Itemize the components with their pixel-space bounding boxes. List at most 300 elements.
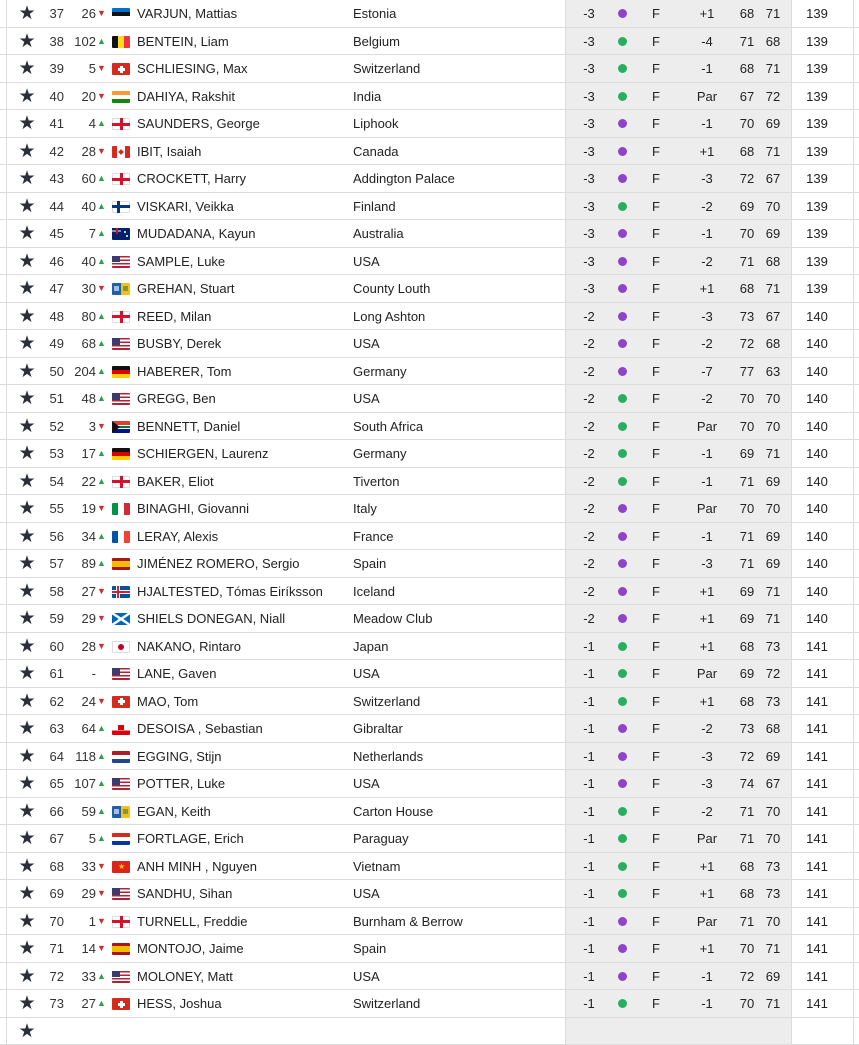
column-divider — [791, 385, 792, 412]
player-country: USA — [353, 248, 380, 275]
star-icon[interactable]: ★ — [16, 468, 38, 495]
leaderboard-row[interactable] — [0, 0, 859, 28]
flag-spain-icon — [112, 558, 130, 570]
total-strokes: 139 — [793, 110, 841, 137]
leaderboard-row[interactable] — [0, 963, 859, 991]
round-1-score: 70 — [731, 495, 763, 522]
column-divider — [853, 633, 854, 660]
player-name[interactable]: SAMPLE, Luke — [137, 248, 225, 275]
leaderboard-row[interactable] — [0, 138, 859, 166]
position: 50 — [40, 358, 64, 385]
leaderboard-row[interactable] — [0, 825, 859, 853]
star-icon[interactable]: ★ — [16, 523, 38, 550]
leaderboard-row[interactable] — [0, 358, 859, 386]
player-name[interactable]: EGAN, Keith — [137, 798, 211, 825]
player-country: Germany — [353, 440, 406, 467]
star-icon[interactable]: ★ — [16, 495, 38, 522]
column-divider — [791, 83, 792, 110]
round-2-score: 71 — [757, 440, 789, 467]
thru-holes: F — [646, 358, 666, 385]
to-par-score: -3 — [565, 28, 613, 55]
arrow-down-icon: ▼ — [97, 83, 107, 110]
player-name[interactable]: HESS, Joshua — [137, 990, 222, 1017]
player-name[interactable]: POTTER, Luke — [137, 770, 225, 797]
to-par-score: -3 — [565, 275, 613, 302]
status-dot-icon — [618, 339, 627, 348]
round-2-score: 69 — [757, 468, 789, 495]
round-2-score: 68 — [757, 248, 789, 275]
leaderboard-row[interactable] — [0, 633, 859, 661]
status-dot-icon — [618, 422, 627, 431]
today-score: Par — [688, 825, 726, 852]
today-score: +1 — [688, 578, 726, 605]
leaderboard-row[interactable] — [0, 193, 859, 221]
player-name[interactable]: BAKER, Eliot — [137, 468, 214, 495]
leaderboard-row[interactable] — [0, 605, 859, 633]
column-divider — [853, 523, 854, 550]
status-dot-icon — [618, 92, 627, 101]
round-1-score: 68 — [731, 0, 763, 27]
today-score: +1 — [688, 633, 726, 660]
total-strokes: 141 — [793, 743, 841, 770]
arrow-up-icon: ▲ — [97, 523, 107, 550]
leaderboard-row[interactable] — [0, 770, 859, 798]
to-par-score: -1 — [565, 688, 613, 715]
round-2-score: 71 — [757, 55, 789, 82]
round-1-score: 68 — [731, 55, 763, 82]
position: 62 — [40, 688, 64, 715]
leaderboard-row[interactable] — [0, 715, 859, 743]
star-icon[interactable]: ★ — [16, 550, 38, 577]
star-icon[interactable]: ★ — [16, 220, 38, 247]
round-1-score: 72 — [731, 330, 763, 357]
column-divider — [6, 248, 7, 275]
arrow-down-icon: ▼ — [97, 413, 107, 440]
leaderboard-row[interactable] — [0, 798, 859, 826]
player-country: Italy — [353, 495, 377, 522]
leaderboard-row[interactable] — [0, 110, 859, 138]
leaderboard-row[interactable] — [0, 385, 859, 413]
leaderboard-row[interactable] — [0, 303, 859, 331]
player-name[interactable]: ANH MINH , Nguyen — [137, 853, 257, 880]
round-1-score: 71 — [731, 550, 763, 577]
status-dot-icon — [618, 724, 627, 733]
position: 65 — [40, 770, 64, 797]
leaderboard-row[interactable] — [0, 28, 859, 56]
total-strokes: 141 — [793, 660, 841, 687]
arrow-up-icon: ▲ — [97, 963, 107, 990]
star-icon[interactable]: ★ — [16, 0, 38, 27]
round-1-score: 69 — [731, 193, 763, 220]
arrow-down-icon: ▼ — [97, 275, 107, 302]
thru-holes: F — [646, 0, 666, 27]
star-icon[interactable]: ★ — [16, 193, 38, 220]
column-divider — [853, 110, 854, 137]
star-icon[interactable]: ★ — [16, 1018, 38, 1045]
player-name[interactable]: SHIELS DONEGAN, Niall — [137, 605, 285, 632]
total-strokes: 140 — [793, 358, 841, 385]
column-divider — [853, 413, 854, 440]
column-divider — [791, 440, 792, 467]
position-movement: 33 — [64, 853, 96, 880]
player-country: USA — [353, 880, 380, 907]
column-divider — [791, 715, 792, 742]
round-1-score: 71 — [731, 248, 763, 275]
column-divider — [6, 468, 7, 495]
position-movement: 29 — [64, 605, 96, 632]
column-divider — [6, 688, 7, 715]
star-icon[interactable]: ★ — [16, 908, 38, 935]
column-divider — [791, 605, 792, 632]
leaderboard-row[interactable] — [0, 413, 859, 441]
thru-holes: F — [646, 83, 666, 110]
position-movement: 5 — [64, 55, 96, 82]
total-strokes: 140 — [793, 550, 841, 577]
today-score: +1 — [688, 275, 726, 302]
position: 42 — [40, 138, 64, 165]
column-divider — [6, 28, 7, 55]
player-name[interactable]: SCHLIESING, Max — [137, 55, 248, 82]
arrow-up-icon: ▲ — [97, 550, 107, 577]
column-divider — [791, 248, 792, 275]
player-name[interactable]: BINAGHI, Giovanni — [137, 495, 249, 522]
column-divider — [6, 55, 7, 82]
leaderboard-row[interactable] — [0, 990, 859, 1018]
today-score: -3 — [688, 550, 726, 577]
player-name[interactable]: MAO, Tom — [137, 688, 198, 715]
position: 53 — [40, 440, 64, 467]
star-icon[interactable]: ★ — [16, 358, 38, 385]
arrow-up-icon: ▲ — [97, 110, 107, 137]
star-icon[interactable]: ★ — [16, 165, 38, 192]
player-name[interactable]: LANE, Gaven — [137, 660, 217, 687]
star-icon[interactable]: ★ — [16, 825, 38, 852]
player-name[interactable]: SAUNDERS, George — [137, 110, 260, 137]
player-name[interactable]: NAKANO, Rintaro — [137, 633, 241, 660]
column-divider — [6, 523, 7, 550]
star-icon[interactable]: ★ — [16, 248, 38, 275]
flag-germany-icon — [112, 448, 130, 460]
position-movement: 20 — [64, 83, 96, 110]
column-divider — [791, 880, 792, 907]
player-name[interactable]: BENTEIN, Liam — [137, 28, 229, 55]
star-icon[interactable]: ★ — [16, 413, 38, 440]
leaderboard-row[interactable] — [0, 743, 859, 771]
total-strokes: 141 — [793, 963, 841, 990]
to-par-score: -3 — [565, 220, 613, 247]
position-movement: 48 — [64, 385, 96, 412]
player-name[interactable]: JIMÉNEZ ROMERO, Sergio — [137, 550, 300, 577]
leaderboard-row[interactable] — [0, 248, 859, 276]
player-name[interactable]: IBIT, Isaiah — [137, 138, 201, 165]
player-name[interactable]: EGGING, Stijn — [137, 743, 222, 770]
round-1-score: 73 — [731, 715, 763, 742]
player-name[interactable]: MONTOJO, Jaime — [137, 935, 244, 962]
round-1-score: 71 — [731, 908, 763, 935]
leaderboard-row[interactable] — [0, 550, 859, 578]
star-icon[interactable]: ★ — [16, 798, 38, 825]
flag-france-icon — [112, 531, 130, 543]
leaderboard-row[interactable] — [0, 880, 859, 908]
leaderboard-row[interactable] — [0, 55, 859, 83]
to-par-score: -2 — [565, 578, 613, 605]
player-country: USA — [353, 385, 380, 412]
star-icon[interactable]: ★ — [16, 138, 38, 165]
flag-england-icon — [112, 311, 130, 323]
leaderboard-row[interactable] — [0, 578, 859, 606]
total-strokes: 141 — [793, 908, 841, 935]
leaderboard-row[interactable] — [0, 908, 859, 936]
round-1-score: 71 — [731, 523, 763, 550]
player-name[interactable]: LERAY, Alexis — [137, 523, 218, 550]
column-divider — [791, 550, 792, 577]
player-name[interactable]: GREHAN, Stuart — [137, 275, 235, 302]
column-divider — [853, 440, 854, 467]
column-divider — [6, 330, 7, 357]
star-icon[interactable]: ★ — [16, 880, 38, 907]
arrow-down-icon: ▼ — [97, 55, 107, 82]
column-divider — [791, 743, 792, 770]
to-par-score: -2 — [565, 495, 613, 522]
today-score: -3 — [688, 165, 726, 192]
total-strokes: 140 — [793, 330, 841, 357]
total-strokes: 139 — [793, 55, 841, 82]
star-icon[interactable]: ★ — [16, 330, 38, 357]
column-divider — [6, 275, 7, 302]
star-icon[interactable]: ★ — [16, 28, 38, 55]
status-dot-icon — [618, 119, 627, 128]
status-dot-icon — [618, 642, 627, 651]
total-strokes: 141 — [793, 935, 841, 962]
round-1-score: 70 — [731, 385, 763, 412]
position-movement: 30 — [64, 275, 96, 302]
status-dot-icon — [618, 834, 627, 843]
player-name[interactable]: MOLONEY, Matt — [137, 963, 233, 990]
arrow-down-icon: ▼ — [97, 495, 107, 522]
flag-usa-icon — [112, 256, 130, 268]
thru-holes: F — [646, 138, 666, 165]
player-name[interactable]: MUDADANA, Kayun — [137, 220, 255, 247]
player-name[interactable]: DAHIYA, Rakshit — [137, 83, 235, 110]
total-strokes: 139 — [793, 83, 841, 110]
today-score: -1 — [688, 990, 726, 1017]
player-name[interactable]: VARJUN, Mattias — [137, 0, 237, 27]
round-1-score: 77 — [731, 358, 763, 385]
column-divider — [6, 110, 7, 137]
star-icon[interactable]: ★ — [16, 853, 38, 880]
thru-holes: F — [646, 770, 666, 797]
to-par-score: -2 — [565, 358, 613, 385]
status-dot-icon — [618, 9, 627, 18]
total-strokes: 141 — [793, 715, 841, 742]
star-icon[interactable]: ★ — [16, 303, 38, 330]
column-divider — [6, 83, 7, 110]
today-score: -2 — [688, 715, 726, 742]
star-icon[interactable]: ★ — [16, 660, 38, 687]
status-dot-icon — [618, 394, 627, 403]
today-score: Par — [688, 83, 726, 110]
round-1-score: 73 — [731, 303, 763, 330]
star-icon[interactable]: ★ — [16, 935, 38, 962]
player-name[interactable]: BENNETT, Daniel — [137, 413, 240, 440]
position: 48 — [40, 303, 64, 330]
leaderboard-row[interactable] — [0, 468, 859, 496]
star-icon[interactable]: ★ — [16, 275, 38, 302]
star-icon[interactable]: ★ — [16, 990, 38, 1017]
round-2-score: 71 — [757, 275, 789, 302]
round-2-score: 63 — [757, 358, 789, 385]
player-name[interactable]: SCHIERGEN, Laurenz — [137, 440, 269, 467]
player-country: Australia — [353, 220, 404, 247]
total-strokes: 140 — [793, 523, 841, 550]
leaderboard-row[interactable] — [0, 688, 859, 716]
star-icon[interactable]: ★ — [16, 440, 38, 467]
player-name[interactable]: REED, Milan — [137, 303, 211, 330]
player-name[interactable]: BUSBY, Derek — [137, 330, 221, 357]
round-2-score: 73 — [757, 688, 789, 715]
status-dot-icon — [618, 64, 627, 73]
position-movement: 204 — [64, 358, 96, 385]
status-dot-icon — [618, 889, 627, 898]
arrow-up-icon: ▲ — [97, 165, 107, 192]
player-name[interactable]: CROCKETT, Harry — [137, 165, 246, 192]
status-dot-icon — [618, 669, 627, 678]
player-name[interactable]: DESOISA , Sebastian — [137, 715, 263, 742]
position: 51 — [40, 385, 64, 412]
player-country: Canada — [353, 138, 399, 165]
player-country: France — [353, 523, 393, 550]
round-1-score: 70 — [731, 990, 763, 1017]
today-score: -4 — [688, 28, 726, 55]
arrow-up-icon: ▲ — [97, 440, 107, 467]
round-2-score: 69 — [757, 743, 789, 770]
today-score: +1 — [688, 0, 726, 27]
position-movement: 64 — [64, 715, 96, 742]
flag-germany-icon — [112, 366, 130, 378]
thru-holes: F — [646, 963, 666, 990]
today-score: +1 — [688, 935, 726, 962]
star-icon[interactable]: ★ — [16, 743, 38, 770]
column-divider — [853, 853, 854, 880]
player-name[interactable]: HJALTESTED, Tómas Eiríksson — [137, 578, 323, 605]
player-country: Spain — [353, 550, 386, 577]
leaderboard-row[interactable] — [0, 1018, 859, 1045]
round-2-score: 71 — [757, 138, 789, 165]
total-strokes: 140 — [793, 468, 841, 495]
star-icon[interactable]: ★ — [16, 83, 38, 110]
flag-paraguay-icon — [112, 833, 130, 845]
star-icon[interactable]: ★ — [16, 633, 38, 660]
to-par-score: -1 — [565, 990, 613, 1017]
column-divider — [6, 715, 7, 742]
round-2-score: 70 — [757, 385, 789, 412]
arrow-up-icon: ▲ — [97, 743, 107, 770]
status-dot-icon — [618, 312, 627, 321]
column-divider — [853, 28, 854, 55]
leaderboard-row[interactable] — [0, 220, 859, 248]
column-divider — [6, 165, 7, 192]
position: 60 — [40, 633, 64, 660]
column-divider — [6, 633, 7, 660]
status-dot-icon — [618, 779, 627, 788]
column-divider — [791, 798, 792, 825]
column-divider — [853, 330, 854, 357]
position-movement: 118 — [64, 743, 96, 770]
column-divider — [791, 330, 792, 357]
leaderboard-row[interactable] — [0, 83, 859, 111]
leaderboard-row[interactable] — [0, 165, 859, 193]
thru-holes: F — [646, 715, 666, 742]
thru-holes: F — [646, 908, 666, 935]
star-icon[interactable]: ★ — [16, 578, 38, 605]
player-name[interactable]: HABERER, Tom — [137, 358, 231, 385]
total-strokes: 140 — [793, 303, 841, 330]
star-icon[interactable]: ★ — [16, 715, 38, 742]
leaderboard-row[interactable] — [0, 523, 859, 551]
column-divider — [6, 1018, 7, 1045]
total-strokes: 141 — [793, 798, 841, 825]
star-icon[interactable]: ★ — [16, 770, 38, 797]
round-1-score: 70 — [731, 935, 763, 962]
arrow-down-icon: ▼ — [97, 138, 107, 165]
player-country: Paraguay — [353, 825, 409, 852]
star-icon[interactable]: ★ — [16, 55, 38, 82]
position: 70 — [40, 908, 64, 935]
total-strokes: 140 — [793, 495, 841, 522]
leaderboard-row[interactable] — [0, 440, 859, 468]
player-name[interactable]: FORTLAGE, Erich — [137, 825, 244, 852]
today-score: +1 — [688, 853, 726, 880]
today-score: -3 — [688, 303, 726, 330]
status-dot-icon — [618, 807, 627, 816]
flag-netherlands-icon — [112, 751, 130, 763]
arrow-up-icon: ▲ — [97, 770, 107, 797]
column-divider — [791, 275, 792, 302]
player-name[interactable]: SANDHU, Sihan — [137, 880, 232, 907]
flag-canada-icon — [112, 146, 130, 158]
position: 57 — [40, 550, 64, 577]
leaderboard-row[interactable] — [0, 330, 859, 358]
player-name[interactable]: VISKARI, Veikka — [137, 193, 234, 220]
status-dot-icon — [618, 862, 627, 871]
leaderboard-row[interactable] — [0, 935, 859, 963]
leaderboard-row[interactable] — [0, 853, 859, 881]
player-country: Liphook — [353, 110, 399, 137]
position-movement: 59 — [64, 798, 96, 825]
star-icon[interactable]: ★ — [16, 605, 38, 632]
star-icon[interactable]: ★ — [16, 688, 38, 715]
star-icon[interactable]: ★ — [16, 385, 38, 412]
position: 41 — [40, 110, 64, 137]
leaderboard-row[interactable] — [0, 660, 859, 688]
star-icon[interactable]: ★ — [16, 963, 38, 990]
column-divider — [853, 1018, 854, 1045]
position-movement: 7 — [64, 220, 96, 247]
player-name[interactable]: GREGG, Ben — [137, 385, 216, 412]
thru-holes: F — [646, 880, 666, 907]
round-2-score: 71 — [757, 990, 789, 1017]
round-1-score: 69 — [731, 605, 763, 632]
player-country: Switzerland — [353, 55, 420, 82]
player-name[interactable]: TURNELL, Freddie — [137, 908, 248, 935]
star-icon[interactable]: ★ — [16, 110, 38, 137]
leaderboard-row[interactable] — [0, 275, 859, 303]
position: 69 — [40, 880, 64, 907]
column-divider — [791, 110, 792, 137]
position-movement: 19 — [64, 495, 96, 522]
leaderboard-row[interactable] — [0, 495, 859, 523]
player-country: USA — [353, 330, 380, 357]
